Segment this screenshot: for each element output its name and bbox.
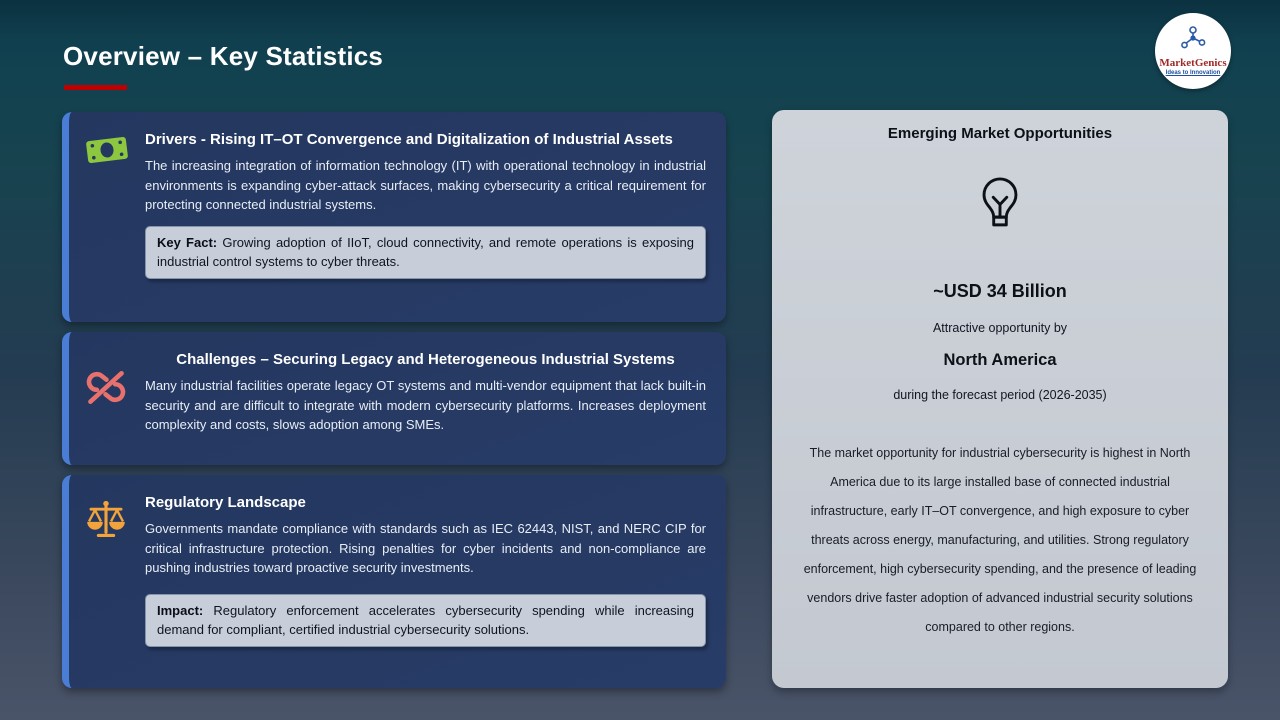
broken-link-icon bbox=[84, 347, 132, 451]
opportunity-subtitle: Attractive opportunity by bbox=[932, 321, 1068, 335]
drivers-body: The increasing integration of information technology (IT) with operational technology in industrial environments is expanding cyber-attack surfaces, making cybersecurity a critical requirement for protecting connected industrial systems. bbox=[145, 158, 706, 213]
opportunity-panel bbox=[772, 110, 1228, 688]
money-icon bbox=[84, 127, 132, 308]
marketgenics-logo bbox=[1155, 13, 1231, 89]
molecule-icon bbox=[1180, 26, 1206, 55]
opportunity-value: ~USD 34 Billion bbox=[933, 281, 1067, 301]
challenges-title: Challenges – Securing Legacy and Heterogeneous Industrial Systems bbox=[176, 351, 675, 368]
logo-name: MarketGenics bbox=[1159, 57, 1227, 69]
challenges-body: Many industrial facilities operate legacy OT systems and multi-vendor equipment that lack built-in security and are difficult to integrate with modern cybersecurity platforms. Increases deployment complexity and costs, slows adoption among SMEs. bbox=[145, 378, 706, 433]
opportunity-period: during the forecast period (2026-2035) bbox=[893, 388, 1107, 402]
drivers-card bbox=[62, 112, 726, 322]
drivers-title: Drivers - Rising IT–OT Convergence and Digitalization of Industrial Assets bbox=[145, 131, 673, 148]
opportunity-title: Emerging Market Opportunities bbox=[887, 125, 1113, 142]
regulatory-body: Governments mandate compliance with standards such as IEC 62443, NIST, and NERC CIP for critical infrastructure protection. Rising penalties for cyber incidents and non-compliance are pushing industries toward proactive security investments. bbox=[145, 521, 706, 576]
drivers-content bbox=[145, 127, 706, 308]
title-underline bbox=[64, 85, 127, 90]
impact-text: Regulatory enforcement accelerates cybersecurity spending while increasing demand for compliant, certified industrial cybersecurity solutions. bbox=[157, 602, 694, 637]
scales-icon bbox=[84, 490, 132, 674]
challenges-card bbox=[62, 332, 726, 465]
regulatory-title: Regulatory Landscape bbox=[145, 494, 306, 511]
page-title: Overview – Key Statistics bbox=[63, 41, 384, 71]
lightbulb-icon bbox=[798, 176, 1202, 241]
key-fact-box bbox=[145, 226, 706, 280]
opportunity-description: The market opportunity for industrial cybersecurity is highest in North America due to its large installed base of connected industrial infrastructure, early IT–OT convergence, and high exposure to cyber threats across energy, manufacturing, and utilities. Strong regulatory enforcement, high cybersecurity spending, and the presence of leading vendors drive faster adoption of advanced industrial security solutions compared to other regions. bbox=[803, 446, 1197, 634]
regulatory-card bbox=[62, 475, 726, 688]
key-fact-text: Growing adoption of IIoT, cloud connectivity, and remote operations is exposing industrial control systems to cyber threats. bbox=[157, 234, 694, 269]
regulatory-content bbox=[145, 490, 706, 674]
impact-box bbox=[145, 594, 706, 648]
opportunity-region: North America bbox=[943, 351, 1057, 369]
challenges-content bbox=[145, 347, 706, 451]
impact-label: Impact: bbox=[157, 602, 204, 618]
logo-tagline: Ideas to Innovation bbox=[1165, 70, 1221, 76]
key-fact-label: Key Fact: bbox=[157, 234, 218, 250]
